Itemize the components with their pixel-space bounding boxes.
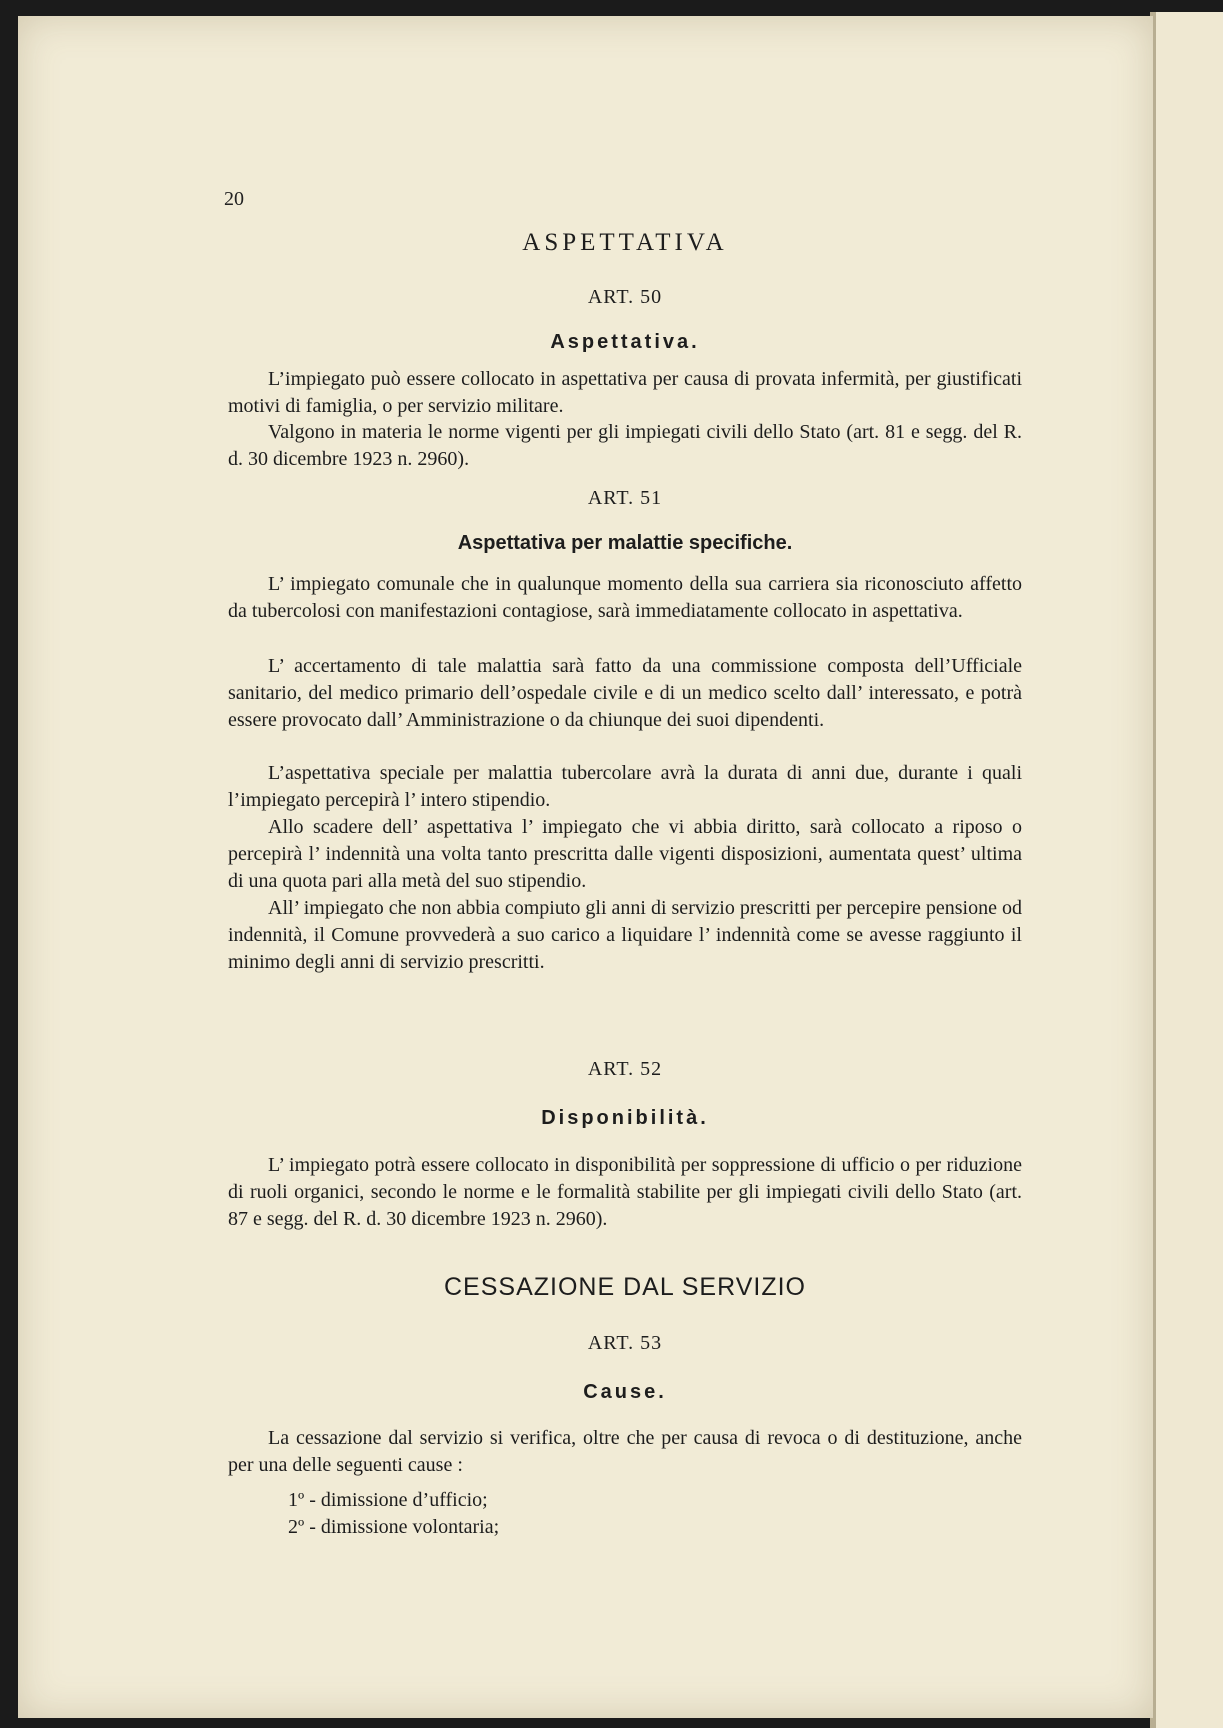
- article-50-label: ART. 50: [587, 286, 663, 308]
- article-53-label: ART. 53: [587, 1332, 663, 1354]
- article-51-paragraph-1: L’ impiegato comunale che in qualunque momento della sua carriera sia riconosciuto affetto da tubercolosi con manifestazioni contagiose, sarà immediatamente collocato in aspettativa.: [228, 573, 1022, 622]
- article-51-heading: Aspettativa per malattie specifiche.: [457, 532, 793, 554]
- page-number: 20: [224, 188, 244, 210]
- article-51-label: ART. 51: [587, 487, 663, 509]
- section-title-cessazione: CESSAZIONE DAL SERVIZIO: [444, 1273, 806, 1301]
- article-50-heading: Aspettativa.: [550, 331, 700, 353]
- article-50-paragraph-2: Valgono in materia le norme vigenti per gli impiegati civili dello Stato (art. 81 e segg. del R. d. 30 dicembre 1923 n. 2960).: [228, 421, 1022, 470]
- article-53-heading: Cause.: [583, 1381, 667, 1403]
- article-51-paragraph-3: L’aspettativa speciale per malattia tubercolare avrà la durata di anni due, durante i quali l’impiegato percepirà l’ intero stipendio.: [228, 762, 1022, 811]
- list-item: 2º - dimissione volontaria;: [288, 1516, 500, 1538]
- article-52-heading: Disponibilità.: [541, 1107, 709, 1129]
- article-52-label: ART. 52: [587, 1058, 663, 1080]
- article-53-paragraph-1: La cessazione dal servizio si verifica, oltre che per causa di revoca o di destituzione, anche per una delle seguenti cause :: [228, 1427, 1022, 1476]
- article-51-paragraph-4: Allo scadere dell’ aspettativa l’ impiegato che vi abbia diritto, sarà collocato a riposo o percepirà l’ indennità una volta tanto prescritta dalle vigenti disposizioni, aumentata quest’ ultima di una quota pari alla metà del suo stipendio.: [228, 816, 1022, 892]
- article-52-paragraph-1: L’ impiegato potrà essere collocato in disponibilità per soppressione di ufficio o per riduzione di ruoli organici, secondo le norme e le formalità stabilite per gli impiegati civili dello Stato (art. 87 e segg. del R. d. 30 dicembre 1923 n. 2960).: [228, 1154, 1022, 1230]
- article-50-paragraph-1: L’impiegato può essere collocato in aspettativa per causa di provata infermità, per giustificati motivi di famiglia, o per servizio militare.: [228, 368, 1022, 417]
- article-51-paragraph-5: All’ impiegato che non abbia compiuto gli anni di servizio prescritti per percepire pensione od indennità, il Comune provvederà a suo carico a liquidare l’ indennità come se avesse raggiunto il minimo degli anni di servizio prescritti.: [228, 897, 1022, 973]
- adjacent-page-edge: [1155, 12, 1223, 1728]
- section-title-aspettativa: ASPETTATIVA: [522, 229, 728, 256]
- article-51-paragraph-2: L’ accertamento di tale malattia sarà fatto da una commissione composta dell’Ufficiale sanitario, del medico primario dell’ospedale civile e di un medico scelto dall’ interessato, e potrà essere provocato dall’ Amministrazione o da chiunque dei suoi dipendenti.: [228, 655, 1022, 731]
- document-page: [18, 16, 1153, 1718]
- list-item: 1º - dimissione d’ufficio;: [288, 1489, 488, 1511]
